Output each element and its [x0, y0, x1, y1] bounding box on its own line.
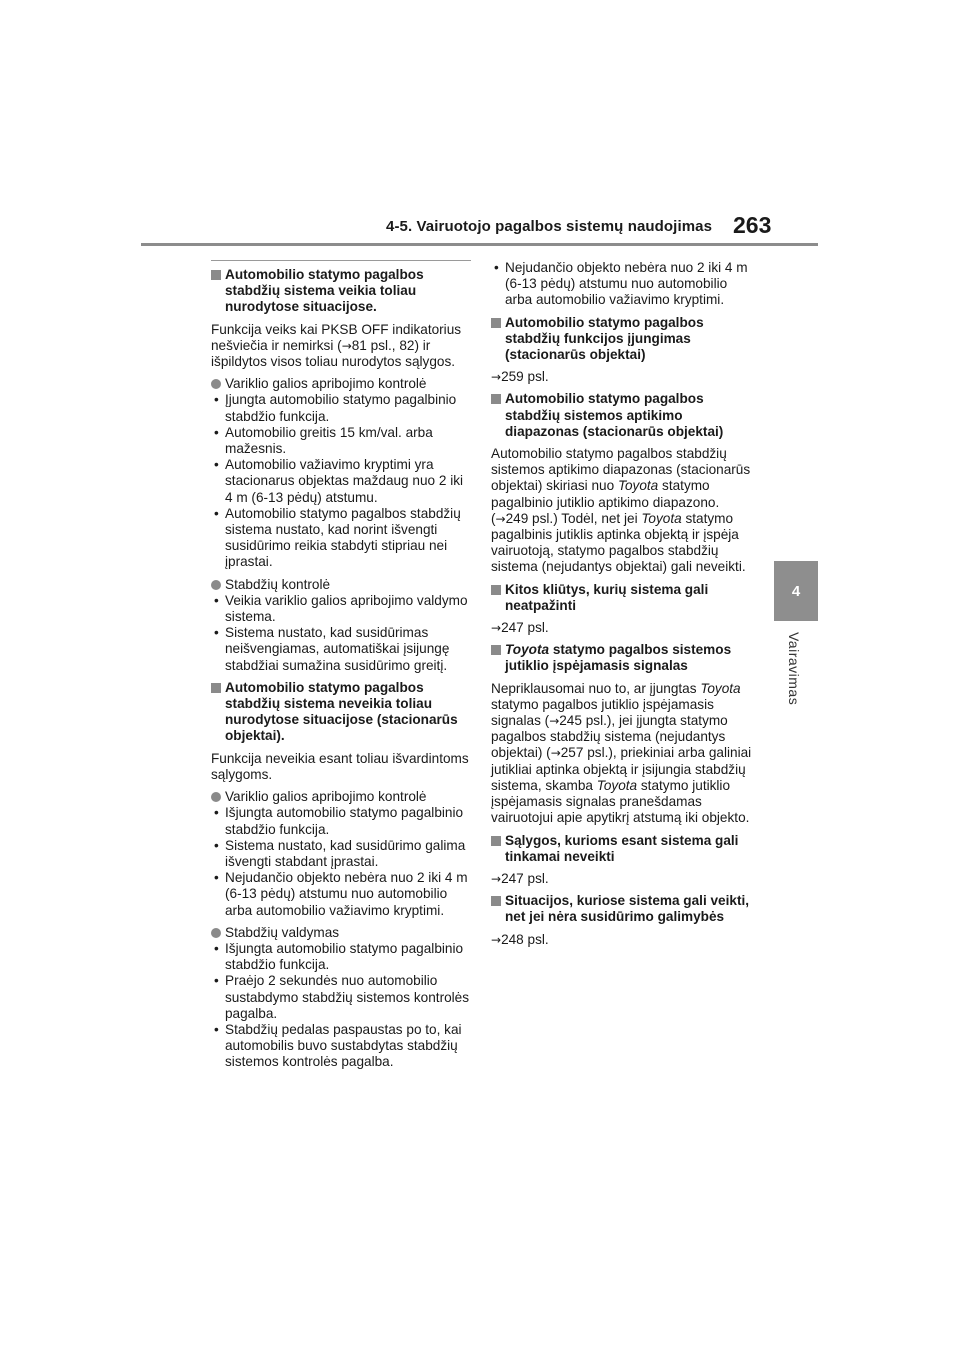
square-bullet-icon — [491, 585, 501, 595]
list-item: • Veikia variklio galios apribojimo valdymo sistema. — [214, 592, 468, 625]
paragraph: Nepriklausomai nuo to, ar įjungtas Toyota statymo pagalbos jutiklio įspėjamasis signalas (→245 psl.), jei įjungta statymo pagalbos stabdžių sistema (nejudantys objektai) (→257 psl.), priekiniai arba galiniai jutikliai aptinka objektą ir įsijungia stabdžių sistema, skamba Toyota statymo jutiklio įspėjamasis signalas pranešdamas vairuotojui apie apytikrį atstumą iki objekto. — [491, 680, 752, 826]
subheading: Variklio galios apribojimo kontrolė — [211, 376, 471, 392]
arrow-icon: → — [341, 338, 352, 353]
square-bullet-icon — [211, 270, 221, 280]
list-item: • Nejudančio objekto nebėra nuo 2 iki 4 m (6-13 pėdų) atstumu nuo automobilio arba automobilio važiavimo kryptimi. — [494, 260, 748, 308]
section-heading: Automobilio statymo pagalbos stabdžių sistema neveikia toliau nurodytose situacijose (stacionarūs objektai). — [211, 680, 471, 745]
section-title: 4-5. Vairuotojo pagalbos sistemų naudojimas — [386, 218, 713, 235]
list-item: • Automobilio greitis 15 km/val. arba mažesnis. — [214, 424, 433, 457]
arrow-icon: → — [491, 370, 502, 385]
square-bullet-icon — [491, 394, 501, 404]
arrow-icon: → — [491, 621, 502, 636]
list-item: • Išjungta automobilio statymo pagalbinio stabdžio funkcija. — [214, 805, 464, 837]
page-reference: →247 psl. — [491, 870, 549, 886]
right-column — [491, 260, 756, 948]
square-bullet-icon — [491, 836, 501, 846]
arrow-icon: → — [495, 511, 506, 526]
list-item: • Automobilio statymo pagalbos stabdžių sistema nustato, kad norint išvengti susidūrimo reikia stabdyti stipriau nei įprastai. — [214, 505, 461, 570]
paragraph: Funkcija veiks kai PKSB OFF indikatorius nešviečia ir nemirksi (→81 psl., 82) ir išpildytos visos toliau nurodytos sąlygos. — [211, 321, 462, 370]
page-reference: →248 psl. — [491, 931, 549, 947]
page-number: 263 — [733, 212, 772, 238]
left-column — [211, 260, 471, 1071]
page-reference: →247 psl. — [491, 620, 549, 636]
circle-bullet-icon — [211, 792, 221, 802]
section-heading: Automobilio statymo pagalbos stabdžių funkcijos įjungimas (stacionarūs objektai) — [491, 315, 756, 364]
chapter-number: 4 — [791, 582, 801, 600]
square-bullet-icon — [491, 896, 501, 906]
section-heading: Sąlygos, kurioms esant sistema gali tinkamai neveikti — [491, 833, 756, 865]
list-item: • Nejudančio objekto nebėra nuo 2 iki 4 m (6-13 pėdų) atstumu nuo automobilio arba automobilio važiavimo kryptimi. — [214, 870, 468, 918]
section-heading: Kitos kliūtys, kurių sistema gali neatpažinti — [491, 582, 756, 614]
paragraph: Automobilio statymo pagalbos stabdžių sistemos aptikimo diapazonas (stacionarūs objektai) skiriasi nuo Toyota statymo pagalbinio jutiklio aptikimo diapazono. (→249 psl.) Todėl, net jei Toyota statymo pagalbinis jutiklis aptinka objektą ir įspėja vairuotoją, statymo pagalbos stabdžių sistema (nejudantys objektai) gali neveikti. — [491, 446, 751, 575]
list-item: • Išjungta automobilio statymo pagalbinio stabdžio funkcija. — [214, 940, 464, 973]
subheading: Stabdžių kontrolė — [211, 577, 471, 593]
column-rule — [211, 260, 471, 261]
arrow-icon: → — [550, 746, 561, 761]
circle-bullet-icon — [211, 928, 221, 938]
chapter-label: Vairavimas — [786, 632, 802, 706]
header-rule — [141, 243, 818, 246]
section-heading: Toyota statymo pagalbos sistemos jutiklio įspėjamasis signalas — [491, 642, 756, 674]
list-item: • Automobilio važiavimo kryptimi yra stacionarus objektas maždaug nuo 2 iki 4 m (6-13 pėdų) atstumu. — [214, 457, 464, 505]
circle-bullet-icon — [211, 580, 221, 590]
section-heading: Situacijos, kuriose sistema gali veikti, net jei nėra susidūrimo galimybės — [491, 893, 756, 925]
page-reference: →259 psl. — [491, 369, 549, 385]
section-heading: Automobilio statymo pagalbos stabdžių sistema veikia toliau nurodytose situacijose. — [211, 267, 471, 316]
list-item: • Įjungta automobilio statymo pagalbinio stabdžio funkcija. — [214, 392, 457, 424]
list-item: • Sistema nustato, kad susidūrimas neišvengiamas, automatiškai įsijungę stabdžiai sumažina susidūrimo greitį. — [214, 625, 450, 673]
arrow-icon: → — [491, 871, 502, 886]
list-item: • Praėjo 2 sekundės nuo automobilio sustabdymo stabdžių sistemos kontrolės pagalba. — [214, 973, 470, 1021]
chapter-tab — [774, 561, 818, 621]
subheading: Stabdžių valdymas — [211, 925, 471, 941]
circle-bullet-icon — [211, 379, 221, 389]
square-bullet-icon — [211, 683, 221, 693]
arrow-icon: → — [491, 932, 502, 947]
square-bullet-icon — [491, 645, 501, 655]
section-heading: Automobilio statymo pagalbos stabdžių sistemos aptikimo diapazonas (stacionarūs objektai) — [491, 391, 756, 440]
paragraph: Funkcija neveikia esant toliau išvardintoms sąlygoms. — [211, 750, 469, 782]
arrow-icon: → — [549, 714, 560, 729]
list-item: • Sistema nustato, kad susidūrimo galima išvengti stabdant įprastai. — [214, 837, 466, 869]
square-bullet-icon — [491, 318, 501, 328]
subheading: Variklio galios apribojimo kontrolė — [211, 789, 471, 805]
list-item: • Stabdžių pedalas paspaustas po to, kai automobilis buvo sustabdytas stabdžių sistemos kontrolės pagalba. — [214, 1021, 462, 1070]
